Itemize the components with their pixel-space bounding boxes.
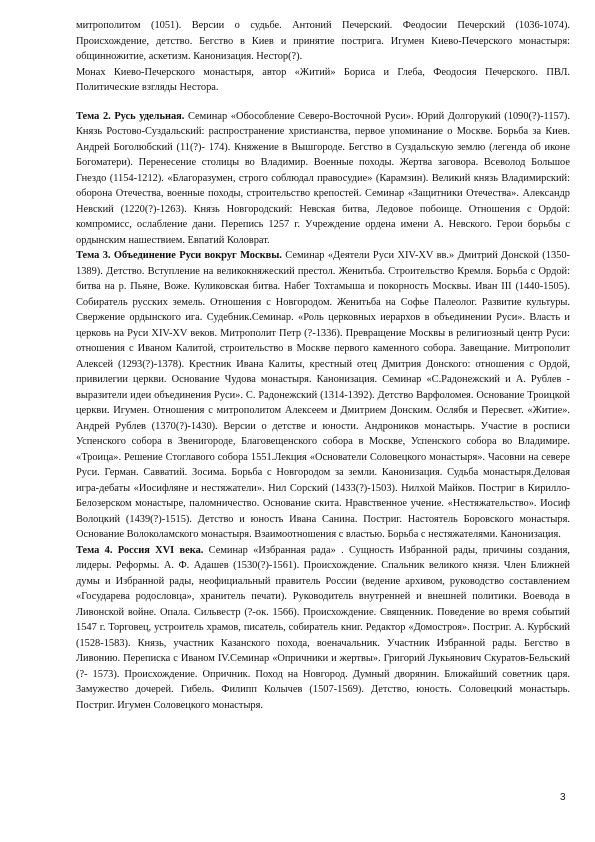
topic-4-title: Тема 4. Россия XVI века. <box>76 544 204 556</box>
intro-paragraph-continuation: Монах Киево-Печерского монастыря, автор «Житий» Бориса и Глеба, Феодосия Печерского. ПВЛ. Политические взгляды Нестора. <box>76 66 570 93</box>
topic-2-paragraph <box>76 109 570 249</box>
page-number: 3 <box>560 792 566 803</box>
topic-3-paragraph <box>76 248 570 543</box>
intro-paragraph: митрополитом (1051). Версии о судьбе. Антоний Печерский. Феодосии Печерский (1036-1074). Происхождение, детство. Бегство в Киев и принятие пострига. Игумен Киево-Печерского монастыря: общинножитие, аскетизм. Канонизация. Нестор(?). <box>76 20 570 62</box>
document-page <box>76 18 570 713</box>
topic-3-title: Тема 3. Объединение Руси вокруг Москвы. <box>76 250 282 261</box>
topic-3-body: Семинар «Деятели Руси XIV-XV вв.» Дмитрий Донской (1350-1389). Детство. Вступление на великокняжеский престол. Женитьба. Строительство Кремля. Борьба с Ордой: битва на р. Пьяне, Воже. Куликовская битва. Набег Тохтамыша и покорность Москвы. Иван III (1440-1505). Собиратель русских земель. Отношения с Новгородом. Женитьба на Софье Палеолог. Развитие культуры. Свержение ордынского ига. Судебник.Семинар. «Роль церковных иерархов в объединении Руси». Власть и церковь на Руси XIV-XV веков. Митрополит Петр (?-1336). Превращение Москвы в религиозный центр Руси: отношения с Иваном Калитой, строительство в Москве первого каменного собора. Завещание. Митрополит Алексей (1293(?)-1378). Крестник Ивана Калиты, крестный отец Дмитрия Донского: отношения с Ордой, привилегии церкви. Основание Чудова монастыря. Канонизация. Семинар «С.Радонежский и А. Рублев - выразители идеи объединения Руси». С. Радонежский (1314-1392). Детство Варфоломея. Основание Троицкой церкви. Игумен. Отношения с митрополитом Алексеем и Дмитрием Донским. Ослябя и Пересвет. «Житие». Андрей Рублев (1370(?)-1430). Версии о детстве и юности. Андроников монастырь. Участие в росписи Успенского собора в Звенигороде, Благовещенского собора в Москве, Успенского собора во Владимире. «Троица». Решение Стоглавого собора 1551.Лекция «Основатели Соловецкого монастыря». Часовни на севере Руси. Герман. Савватий. Зосима. Борьба с Новгородом за земли. Канонизация. Судьба монастыря.Деловая игра-дебаты «Иосифляне и нестяжатели». Нил Сорский (1433(?)-1503). Нилхой Майков. Постриг в Кирилло-Белозерском монастыре, паломничество. Основание скита. Нравственное учение. «Нестяжательство». Иосиф Волоцкий (1439(?)-1515). Детство и юность Ивана Санина. Постриг. Настоятель Боровского монастыря. Основание Волоколамского монастыря. Взаимоотношения с властью. Борьба с нестяжателями. Канонизация. <box>76 250 570 540</box>
topic-4-paragraph <box>76 543 570 714</box>
topic-2-title: Тема 2. Русь удельная. <box>76 110 185 122</box>
topic-4-body: Семинар «Избранная рада» . Сущность Избранной рады, причины создания, лидеры. Реформы. А. Ф. Адашев (1530(?)-1561). Происхождение. Спальник великого князя. Член Ближней думы и Избранной рады, неофициальный правитель России (ведение архивом, руководство составлением «Государева родословца», хранитель печати). Руководитель внутренней и внешней политики. Воевода в Ливонской войне. Опала. Сильвестр (?-ок. 1566). Происхождение. Священник. Поведение во время событий 1547 г. Торговец, устроитель храмов, писатель, собиратель книг. Редактор «Домостроя». Постриг. А. Курбский (1528-1583). Князь, участник Казанского похода, военачальник. Участник Избранной рады. Бегство в Ливонию. Переписка с Иваном IV.Семинар «Опричники и жертвы». Григорий Лукьянович Скуратов-Бельский (?- 1573). Происхождение. Опричник. Поход на Новгород. Думный дворянин. Ближайший советник царя. Замужество дочерей. Гибель. Филипп Колычев (1507-1569). Детство, юность. Соловецкий монастырь. Постриг. Игумен Соловецкого монастыря. <box>76 544 570 711</box>
paragraph-gap <box>76 96 570 109</box>
topic-2-body: Семинар «Обособление Северо-Восточной Руси». Юрий Долгорукий (1090(?)-1157). Князь Ростово-Суздальский: распространение христианства, первое упоминание о Москве. Борьба за Киев. Андрей Боголюбский (11(?)- 174). Княжение в Вышгороде. Бегство в Суздальскую землю (легенда об иконе Богоматери). Перенесение столицы во Владимир. Военные походы. Жертва заговора. Всеволод Большое Гнездо (1154-1212). «Благоразумен, строго соблюдал правосудие» (Карамзин). Великий князь Владимирский: оборона Отечества, военные походы, строительство крепостей. Семинар «Защитники Отечества». Александр Невский (1220(?)-1263). Князь Новгородский: Невская битва, Ледовое побоище. Отношения с Ордой: компромисс, ослабление дани. Перепись 1257 г. Учреждение ордена имени А. Невского. Герои борьбы с ордынским нашествием. Евпатий Коловрат. <box>76 110 570 246</box>
